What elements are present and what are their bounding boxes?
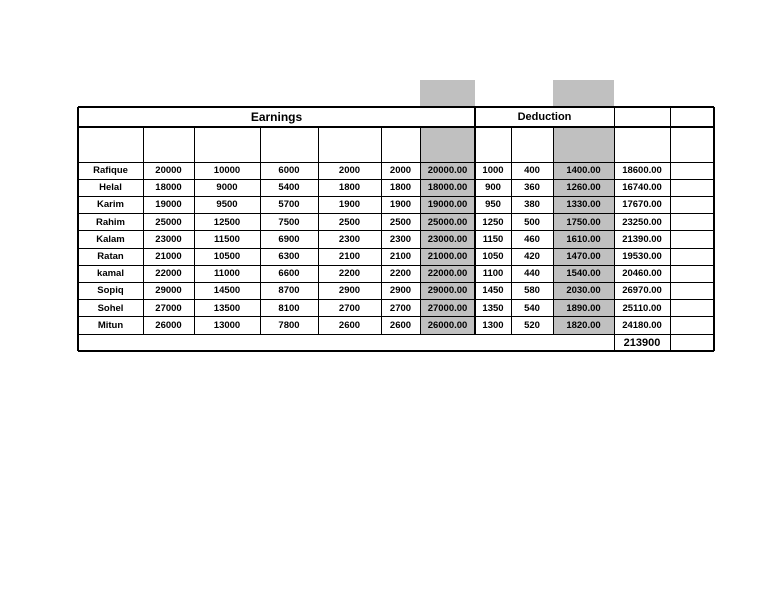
table-cell: 27000 [155,302,182,314]
table-cell: 21000 [155,251,182,263]
grid-line [78,265,714,266]
table-cell: 25000 [155,216,182,228]
table-cell: 2300 [338,233,361,245]
earnings-header: Earnings [250,110,303,124]
grid-line [78,282,714,283]
table-cell: 25000.00 [427,216,468,228]
grid-line [670,107,671,351]
employee-name: Sopiq [97,285,124,297]
table-cell: 2500 [338,216,361,228]
grid-line [318,127,319,334]
table-cell: 400 [524,165,540,177]
table-cell: 1450 [482,285,504,297]
table-cell: 29000 [155,285,182,297]
grid-line [553,127,554,334]
grid-line [77,107,79,351]
grid-line [78,213,714,214]
table-cell: 1350 [482,302,504,314]
table-cell: 6600 [278,268,300,280]
table-cell: 19530.00 [622,251,662,263]
grid-line [78,350,714,352]
grid-line [420,127,421,334]
table-cell: 900 [485,182,501,194]
table-cell: 1540.00 [566,268,601,280]
grid-line [78,230,714,231]
table-cell: 24180.00 [622,319,662,331]
employee-name: Ratan [97,251,124,263]
table-cell: 1800 [338,182,361,194]
table-cell: 26000.00 [427,319,468,331]
table-cell: 2200 [389,268,412,280]
table-cell: 2300 [389,233,412,245]
table-cell: 1750.00 [566,216,601,228]
table-cell: 1890.00 [566,302,601,314]
table-cell: 2700 [338,302,361,314]
table-cell: 21390.00 [622,233,662,245]
grand-total: 213900 [623,336,661,349]
employee-name: Kalam [96,233,125,245]
table-cell: 500 [524,216,540,228]
employee-name: Sohel [97,302,124,314]
table-cell: 11000 [214,268,240,280]
table-cell: 1610.00 [566,233,601,245]
table-cell: 1330.00 [566,199,601,211]
employee-name: Karim [97,199,124,211]
table-cell: 26000 [155,319,182,331]
table-cell: 2000 [389,165,412,177]
table-cell: 19000 [155,199,182,211]
table-cell: 5700 [278,199,300,211]
employee-name: Rahim [95,216,126,228]
table-cell: 20460.00 [622,268,662,280]
table-cell: 18600.00 [622,165,662,177]
grid-line [78,126,714,128]
table-cell: 12500 [213,216,241,228]
table-cell: 1820.00 [566,319,601,331]
table-cell: 1000 [482,165,504,177]
grid-line [78,106,714,108]
table-cell: 1400.00 [566,165,601,177]
table-cell: 21000.00 [427,251,468,263]
employee-name: Helal [99,182,122,194]
table-cell: 5400 [278,182,300,194]
table-cell: 520 [524,319,540,331]
grid-line [78,196,714,197]
table-cell: 2100 [389,251,412,263]
grid-line [381,127,382,334]
grid-line [713,107,715,351]
table-cell: 20000.00 [427,165,468,177]
table-cell: 23250.00 [622,216,662,228]
table-cell: 23000.00 [427,233,468,245]
table-cell: 22000 [155,268,182,280]
table-cell: 380 [524,199,540,211]
table-cell: 440 [524,268,540,280]
grid-line [143,127,144,334]
table-cell: 25110.00 [622,302,662,314]
table-cell: 10500 [213,251,241,263]
table-cell: 1300 [482,319,504,331]
table-cell: 6300 [278,251,300,263]
table-cell: 1470.00 [566,251,601,263]
table-cell: 2700 [389,302,412,314]
table-cell: 1260.00 [566,182,601,194]
table-cell: 27000.00 [427,302,468,314]
table-cell: 1900 [338,199,361,211]
table-cell: 13000 [213,319,241,331]
grid-line [78,316,714,317]
table-cell: 6900 [278,233,300,245]
employee-name: kamal [97,268,124,280]
grid-line [194,127,195,334]
table-cell: 2200 [338,268,361,280]
table-cell: 22000.00 [427,268,468,280]
table-cell: 360 [524,182,540,194]
table-cell: 19000.00 [427,199,468,211]
grid-line [78,248,714,249]
table-cell: 8100 [278,302,300,314]
table-cell: 9000 [216,182,238,194]
table-cell: 7500 [278,216,300,228]
table-cell: 2900 [389,285,412,297]
table-cell: 2600 [389,319,412,331]
table-cell: 10000 [213,165,241,177]
table-cell: 23000 [155,233,182,245]
table-cell: 1800 [389,182,412,194]
table-cell: 18000 [155,182,182,194]
table-cell: 7800 [278,319,300,331]
table-cell: 6000 [278,165,300,177]
grid-line [260,127,261,334]
table-cell: 1250 [482,216,504,228]
table-cell: 13500 [213,302,241,314]
grid-line [474,107,476,334]
grid-line [78,179,714,180]
table-cell: 16740.00 [622,182,662,194]
table-cell: 2100 [338,251,361,263]
table-cell: 950 [485,199,501,211]
table-cell: 2600 [338,319,361,331]
employee-name: Rafique [93,165,128,177]
employee-name: Mitun [97,319,124,331]
table-cell: 8700 [278,285,300,297]
table-cell: 1150 [482,233,504,245]
table-cell: 29000.00 [427,285,468,297]
table-cell: 17670.00 [622,199,662,211]
table-cell: 14500 [213,285,241,297]
table-cell: 11500 [214,233,240,245]
table-cell: 2500 [389,216,412,228]
table-cell: 20000 [155,165,182,177]
deduction-header: Deduction [517,111,572,123]
table-cell: 2000 [338,165,361,177]
table-cell: 540 [524,302,540,314]
table-cell: 2030.00 [566,285,601,297]
grid-line [78,334,714,335]
table-cell: 26970.00 [622,285,662,297]
grid-line [614,107,615,351]
table-cell: 460 [524,233,540,245]
table-cell: 420 [524,251,540,263]
grid-line [78,162,714,163]
table-cell: 2900 [338,285,361,297]
table-cell: 1100 [482,268,504,280]
table-cell: 580 [524,285,540,297]
grid-line [511,127,512,334]
table-cell: 9500 [216,199,238,211]
table-cell: 1900 [389,199,412,211]
table-cell: 1050 [482,251,504,263]
grid-line [78,299,714,300]
table-cell: 18000.00 [427,182,468,194]
